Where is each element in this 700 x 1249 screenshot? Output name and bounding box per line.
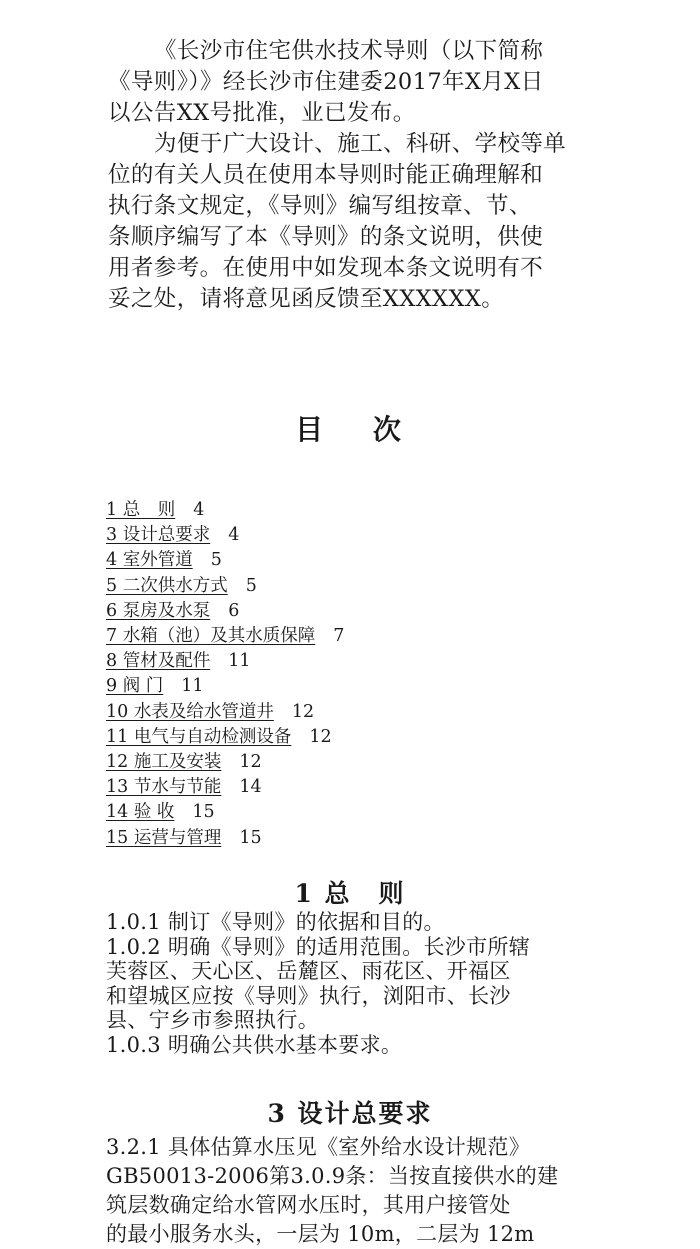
section-3-heading: 3 设计总要求 — [267, 1099, 433, 1128]
text-line: 筑层数确定给水管网水压时，其用户接管处 — [106, 1193, 511, 1217]
text-line: 执行条文规定，《导则》编写组按章、节、 — [108, 193, 532, 219]
text-line: 县、宁乡市参照执行。 — [106, 1008, 319, 1032]
text-line: 以公告XX号批准，业已发布。 — [108, 100, 416, 126]
text-line: 1.0.3 明确公共供水基本要求。 — [106, 1032, 403, 1057]
toc-entry[interactable] — [106, 624, 526, 649]
toc-entry-label[interactable]: 12 施工及安装 — [106, 752, 222, 773]
toc-entry[interactable] — [106, 548, 526, 573]
toc-entry-label[interactable]: 11 电气与自动检测设备 — [106, 726, 292, 747]
toc-entry-page: 12 — [309, 726, 332, 747]
text-line: 妥之处，请将意见函反馈至XXXXXX。 — [108, 286, 505, 312]
toc-entry[interactable] — [106, 498, 526, 523]
toc-entry-page: 12 — [291, 701, 315, 722]
toc-entry-label[interactable]: 8 管材及配件 — [106, 651, 211, 672]
intro-paragraph-1 — [108, 36, 598, 129]
toc-entry[interactable] — [106, 574, 526, 599]
toc-entry-label[interactable]: 13 节水与节能 — [106, 777, 222, 798]
toc-entry-label[interactable]: 10 水表及给水管道井 — [106, 701, 274, 722]
toc-entry[interactable] — [106, 826, 526, 851]
toc-entry-page: 11 — [181, 676, 204, 697]
toc-entry-page: 15 — [239, 827, 262, 848]
toc-entry-label[interactable]: 1 总 则 — [106, 500, 176, 520]
toc-entry-page: 5 — [210, 550, 222, 571]
toc-entry-page: 12 — [239, 752, 262, 773]
toc-entry-page: 4 — [228, 525, 240, 546]
toc-entry-page: 11 — [228, 651, 251, 672]
toc-entry-label[interactable]: 6 泵房及水泵 — [106, 600, 211, 621]
text-line: 1.0.2 明确《导则》的适用范围。长沙市所辖 — [106, 934, 531, 959]
section-1-body — [106, 910, 606, 1057]
toc-entry-label[interactable]: 9 阀 门 — [106, 676, 164, 697]
toc-entry[interactable] — [106, 725, 526, 750]
text-line: 的最小服务水头，一层为 10m，二层为 12m — [106, 1222, 535, 1246]
toc-entry[interactable] — [106, 523, 526, 548]
text-line: GB50013-2006第3.0.9条：当按直接供水的建 — [106, 1164, 559, 1188]
toc-entry-page: 6 — [228, 600, 240, 621]
toc-entry[interactable] — [106, 800, 526, 825]
text-line: 1.0.1 制订《导则》的依据和目的。 — [106, 910, 445, 934]
toc-entry-page: 5 — [245, 575, 257, 596]
toc-entry-page: 4 — [193, 500, 205, 520]
text-line: 3.2.1 具体估算水压见《室外给水设计规范》 — [106, 1135, 531, 1159]
text-line: 为便于广大设计、施工、科研、学校等单 — [154, 131, 567, 157]
toc-entry-label[interactable]: 14 验 收 — [106, 802, 175, 823]
toc-entry-page: 15 — [192, 802, 215, 823]
text-line: 和望城区应按《导则》执行，浏阳市、长沙 — [106, 983, 511, 1008]
toc-entry[interactable] — [106, 700, 526, 725]
toc-entry[interactable] — [106, 750, 526, 775]
section-3-body — [106, 1133, 606, 1249]
table-of-contents — [106, 498, 526, 851]
text-line: 条顺序编写了本《导则》的条文说明，供使 — [108, 224, 544, 250]
toc-entry[interactable] — [106, 775, 526, 800]
toc-entry[interactable] — [106, 674, 526, 699]
toc-entry-label[interactable]: 3 设计总要求 — [106, 525, 211, 546]
text-line: 芙蓉区、天心区、岳麓区、雨花区、开福区 — [106, 959, 511, 983]
toc-entry-page: 7 — [333, 626, 345, 647]
toc-entry-label[interactable]: 7 水箱（池）及其水质保障 — [106, 626, 316, 647]
toc-entry-label[interactable]: 15 运营与管理 — [106, 827, 222, 848]
text-line: 《导则》）》经长沙市住建委2017年X月X日 — [108, 69, 544, 95]
toc-entry-page: 14 — [239, 777, 262, 798]
intro-paragraph-2 — [108, 129, 598, 315]
toc-entry-label[interactable]: 4 室外管道 — [106, 550, 193, 571]
text-line: 用者参考。在使用中如发现本条文说明有不 — [108, 255, 544, 281]
text-line: 《长沙市住宅供水技术导则（以下简称 — [154, 38, 544, 64]
section-1-heading: 1 总 则 — [294, 879, 406, 908]
toc-entry[interactable] — [106, 599, 526, 624]
toc-entry-label[interactable]: 5 二次供水方式 — [106, 575, 228, 596]
toc-entry[interactable] — [106, 649, 526, 674]
toc-title: 目 次 — [295, 413, 421, 446]
text-line: 位的有关人员在使用本导则时能正确理解和 — [108, 162, 544, 188]
